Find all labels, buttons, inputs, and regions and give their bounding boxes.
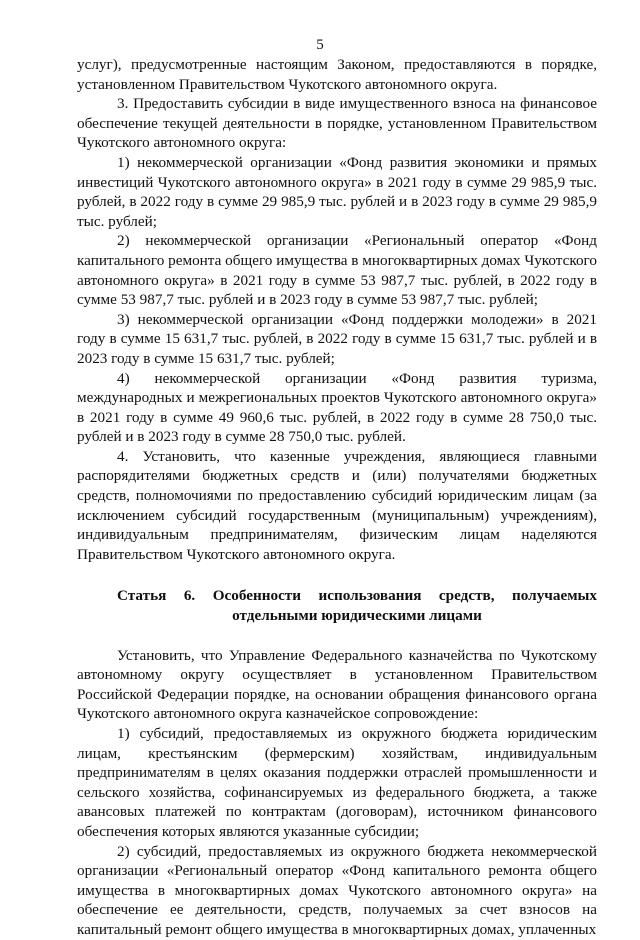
paragraph-subitem-2: 2) некоммерческой организации «Региональный оператор «Фонд капитального ремонта общего имущества в многоквартирных домах Чукотского автономного округа» в 2021 году в сумме 53 987,7 тыс. рублей, в 2022 году в сумме 53 987,7 тыс. рублей и в 2023 году в сумме 53 987,7 тыс. рублей; bbox=[77, 232, 597, 309]
paragraph-subitem-3: 3) некоммерческой организации «Фонд поддержки молодежи» в 2021 году в сумме 15 631,7 тыс. рублей, в 2022 году в сумме 15 631,7 тыс. рублей и в 2023 году в сумме 15 631,7 тыс. рублей; bbox=[77, 310, 597, 367]
heading-spacer bbox=[77, 626, 597, 646]
paragraph-subitem-4: 4) некоммерческой организации «Фонд развития туризма, международных и межрегиональных проектов Чукотского автономного округа» в 2021 году в сумме 49 960,6 тыс. рублей, в 2022 году в сумме 28 750,0 тыс. рублей и в 2023 году в сумме 28 750,0 тыс. рублей. bbox=[77, 369, 597, 446]
paragraph-item-3: 3. Предоставить субсидии в виде имущественного взноса на финансовое обеспечение текущей деятельности в порядке, установленном Правительством Чукотского автономного округа: bbox=[77, 95, 597, 152]
article-heading: Статья 6. Особенности использования средств, получаемых отдельными юридическими лицами bbox=[117, 587, 597, 625]
paragraph-continuation: услуг), предусмотренные настоящим Законом, предоставляются в порядке, установленном Правительством Чукотского автономного округа. bbox=[77, 56, 597, 93]
paragraph-item-4: 4. Установить, что казенные учреждения, являющиеся главными распорядителями бюджетных средств и (или) получателями бюджетных средств, полномочиями по предоставлению субсидий юридическим лицам (за исключением субсидий государственным (муниципальным) учреждениям), индивидуальным предпринимателям, физическим лицам наделяются Правительством Чукотского автономного округа. bbox=[77, 447, 597, 563]
paragraph-subitem-1: 1) некоммерческой организации «Фонд развития экономики и прямых инвестиций Чукотского автономного округа» в 2021 году в сумме 29 985,9 тыс. рублей, в 2022 году в сумме 29 985,9 тыс. рублей и в 2023 году в сумме 29 985,9 тыс. рублей; bbox=[77, 153, 597, 230]
paragraph-article-subitem-2: 2) субсидий, предоставляемых из окружного бюджета некоммерческой организации «Региональный оператор «Фонд капитального ремонта общего имущества в многоквартирных домах Чукотского автономного округа» на обеспечение ее деятельности, средств, получаемых за счет взносов на капитальный ремонт общего имущества в многоквартирных домах, уплаченных bbox=[77, 842, 597, 938]
page-number: 5 bbox=[316, 37, 324, 53]
document-body bbox=[77, 55, 597, 940]
paragraph-article-intro: Установить, что Управление Федерального казначейства по Чукотскому автономному округу осуществляет в установленном Правительством Российской Федерации порядке, на основании обращения финансового органа Чукотского автономного округа казначейское сопровождение: bbox=[77, 646, 597, 723]
paragraph-article-subitem-1: 1) субсидий, предоставляемых из окружного бюджета юридическим лицам, крестьянским (фермерским) хозяйствам, индивидуальным предпринимателям в целях оказания поддержки отраслей промышленности и сельского хозяйства, софинансируемых из федерального бюджета, а также авансовых платежей по контрактам (договорам), источником финансового обеспечения которых являются указанные субсидии; bbox=[77, 725, 597, 840]
